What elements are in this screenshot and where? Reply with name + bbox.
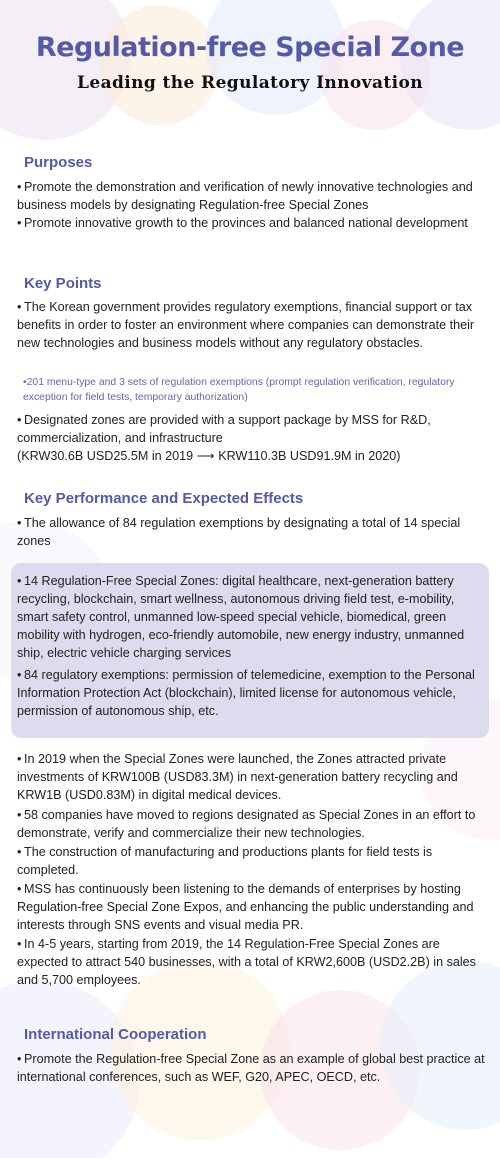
list-item: • The construction of manufacturing and productions plants for field tests is completed. [17, 845, 433, 877]
section-heading-key-points: Key Points [24, 275, 102, 292]
list-item: • The Korean government provides regulatory exemptions, financial support or tax benefits in order to foster an environment where companies can demonstrate their new technologies and business models without any regulatory obstacles. [17, 300, 475, 350]
section-heading-performance: Key Performance and Expected Effects [24, 490, 304, 507]
list-item: • In 4-5 years, starting from 2019, the 14 Regulation-Free Special Zones are expected to attract 540 businesses, with a total of KRW2,600B (USD2.2B) in sales and 5,700 employees. [17, 937, 476, 987]
list-item: • 14 Regulation-Free Special Zones: digital healthcare, next-generation battery recycling, blockchain, smart wellness, autonomous driving field test, e-mobility, smart safety control, unmanned low-speed special vehicle, biomedical, green mobility with hydrogen, eco-friendly automobile, new energy industry, unmanned ship, electric vehicle charging services [17, 574, 465, 660]
list-item: • The allowance of 84 regulation exemptions by designating a total of 14 special zones [17, 516, 461, 548]
list-item: • In 2019 when the Special Zones were launched, the Zones attracted private investments of KRW100B (USD83.3M) in next-generation battery recycling and KRW1B (USD0.83M) in digital medical devices. [17, 752, 458, 802]
section-heading-purposes: Purposes [24, 154, 93, 171]
section-heading-international: International Cooperation [24, 1026, 207, 1043]
list-item: • Designated zones are provided with a support package by MSS for R&D, commercialization, and infrastructure [17, 413, 431, 445]
list-item: • Promote innovative growth to the provinces and balanced national development [17, 216, 468, 230]
list-item: • Promote the Regulation-free Special Zone as an example of global best practice at international conferences, such as WEF, G20, APEC, OECD, etc. [17, 1052, 485, 1084]
sub-list-item: •201 menu-type and 3 sets of regulation exemptions (prompt regulation verification, regulatory exception for field tests, temporary authorization) [23, 377, 455, 403]
list-item: • 84 regulatory exemptions: permission of telemedicine, exemption to the Personal Information Protection Act (blockchain), limited license for autonomous vehicle, permission of autonomous ship, etc. [17, 668, 475, 718]
list-item: • MSS has continuously been listening to the demands of enterprises by hosting Regulation-free Special Zone Expos, and enhancing the public understanding and interests through SNS events and visual media PR. [17, 882, 474, 932]
list-item: • 58 companies have moved to regions designated as Special Zones in an effort to demonstrate, verify and commercialize their new technologies. [17, 808, 476, 840]
list-item: (KRW30.6B USD25.5M in 2019 ⟶ KRW110.3B USD91.9M in 2020) [17, 449, 401, 463]
list-item: • Promote the demonstration and verification of newly innovative technologies and business models by designating Regulation-free Special Zones [17, 180, 473, 212]
page-subtitle: Leading the Regulatory Innovation [77, 73, 423, 93]
page-title: Regulation-free Special Zone [35, 32, 465, 63]
